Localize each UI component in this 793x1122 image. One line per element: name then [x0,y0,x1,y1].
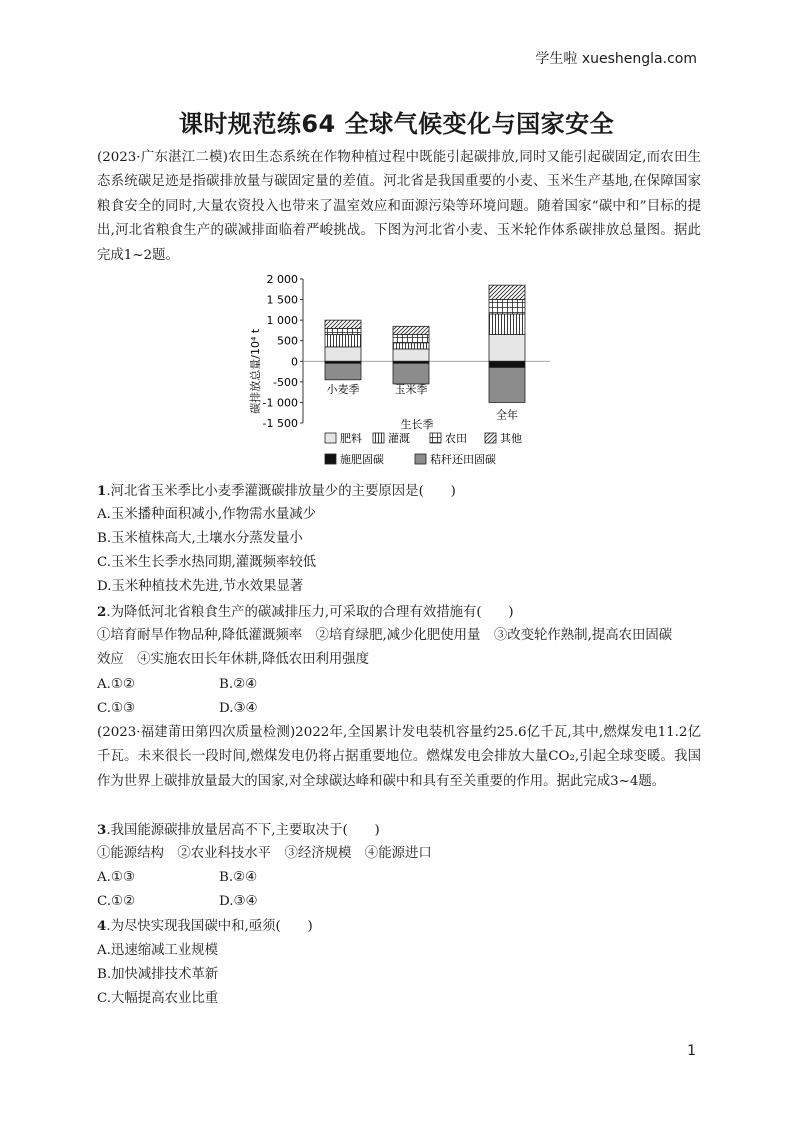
legend-label: 灌溉 [388,432,410,445]
category-label: 玉米季 [394,382,428,396]
question-2-items-line-2: 效应 ④实施农田长年休耕,降低农田利用强度 [97,652,370,667]
bar-segment [393,363,429,384]
question-1-stem: 1.河北省玉米季比小麦季灌溉碳排放量少的主要原因是( ) [97,483,456,499]
y-tick-label: 1 500 [266,293,298,307]
bar-segment [489,361,525,367]
question-2-options-row-2 [97,697,258,721]
y-axis-title: 碳排放总量/10⁴ t [249,328,262,414]
question-2-option-a[interactable]: A.①② [97,677,135,692]
intro-paragraph-1: (2023·广东湛江二模)农田生态系统在作物种植过程中既能引起碳排放,同时又能引起碳固定,而农田生态系统碳足迹是指碳排放量与碳固定量的差值。河北省是我国重要的小麦、玉米生产基地,在保障国家粮食安全的同时,大量农资投入也带来了温室效应和面源污染等环境问题。随着国家“碳中和”目标的提出,河北省粮食生产的碳减排面临着严峻挑战。下图为河北省小麦、玉米轮作体系碳排放总量图。据此完成1~2题。 [97,150,701,263]
question-3-options-row-2 [97,890,258,914]
question-2-option-d[interactable]: D.③④ [219,701,258,716]
bar-segment [393,343,429,349]
legend-label: 其他 [500,432,522,445]
question-4-stem: 4.为尽快实现我国碳中和,亟须( ) [97,918,313,934]
bar-segment [393,326,429,334]
question-3-option-d[interactable]: D.③④ [219,894,258,909]
bar-segment [325,328,361,334]
y-tick-label: 0 [291,355,298,369]
legend-label: 肥料 [340,432,362,445]
bar-segment [489,367,525,402]
y-tick-label: 1 000 [266,314,298,328]
bar-segment [393,335,429,343]
y-tick-label: -500 [273,375,298,389]
bar-segment [489,285,525,299]
question-1-option-a[interactable]: A.玉米播种面积减小,作物需水量减少 [97,507,317,522]
x-axis-title: 生长季 [400,418,434,431]
bar-segment [325,363,361,379]
legend-swatch [485,433,496,443]
legend-label: 秸秆还田固碳 [430,453,496,466]
question-3-option-b[interactable]: B.②④ [219,870,258,885]
y-tick-label: -1 000 [262,396,298,410]
page-title: 课时规范练64 全球气候变化与国家安全 [178,110,615,138]
question-1-option-b[interactable]: B.玉米植株高大,土壤水分蒸发量小 [97,531,303,546]
y-tick-label: 500 [277,334,298,348]
legend-swatch [373,433,384,443]
intro-paragraph-2: (2023·福建莆田第四次质量检测)2022年,全国累计发电装机容量约25.6亿千瓦,其中,燃煤发电11.2亿千瓦。未来很长一段时间,燃煤发电仍将占据重要地位。燃煤发电会排放大量CO₂,引起全球变暖。我国作为世界上碳排放量最大的国家,对全球碳达峰和碳中和具有至关重要的作用。据此完成3~4题。 [97,725,701,789]
question-3-items: ①能源结构 ②农业科技水平 ③经济规模 ④能源进口 [97,846,432,861]
site-header: 学生啦 xueshengla.com [535,51,697,67]
question-4-option-a[interactable]: A.迅速缩减工业规模 [97,943,219,958]
legend-swatch [415,454,426,464]
question-4-option-c[interactable]: C.大幅提高农业比重 [97,991,219,1006]
question-4-option-b[interactable]: B.加快减排技术革新 [97,967,219,982]
legend-label: 施肥固碳 [340,453,384,466]
question-2-options-row-1 [97,673,258,697]
question-3-stem: 3.我国能源碳排放量居高不下,主要取决于( ) [97,822,380,838]
bar-segment [393,349,429,361]
bar-segment [325,335,361,347]
question-3-options-row-1 [97,866,258,890]
page-number: 1 [687,1043,696,1059]
legend-label: 农田 [445,432,467,445]
bar-segment [489,335,525,362]
question-3-option-c[interactable]: C.①② [97,894,136,909]
bar-segment [325,320,361,328]
question-1-option-d[interactable]: D.玉米种植技术先进,节水效果显著 [97,579,304,594]
legend-swatch [325,433,336,443]
legend-swatch [325,454,336,464]
bar-segment [325,347,361,361]
y-tick-label: -1 500 [262,417,298,430]
y-tick-label: 2 000 [266,273,298,286]
bar-segment [489,300,525,314]
question-1-option-c[interactable]: C.玉米生长季水热同期,灌溉频率较低 [97,555,317,570]
category-label: 小麦季 [326,382,360,396]
question-2-option-c[interactable]: C.①③ [97,701,136,716]
question-2-items-line-1: ①培育耐旱作物品种,降低灌溉频率 ②培育绿肥,减少化肥使用量 ③改变轮作熟制,提高农田固碳 [97,628,673,643]
carbon-emission-chart [245,270,565,480]
question-2-stem: 2.为降低河北省粮食生产的碳减排压力,可采取的合理有效措施有( ) [97,604,514,620]
question-3-option-a[interactable]: A.①③ [97,870,135,885]
bar-segment [489,314,525,335]
legend-swatch [430,433,441,443]
question-2-option-b[interactable]: B.②④ [219,677,258,692]
category-label: 全年 [496,408,518,422]
